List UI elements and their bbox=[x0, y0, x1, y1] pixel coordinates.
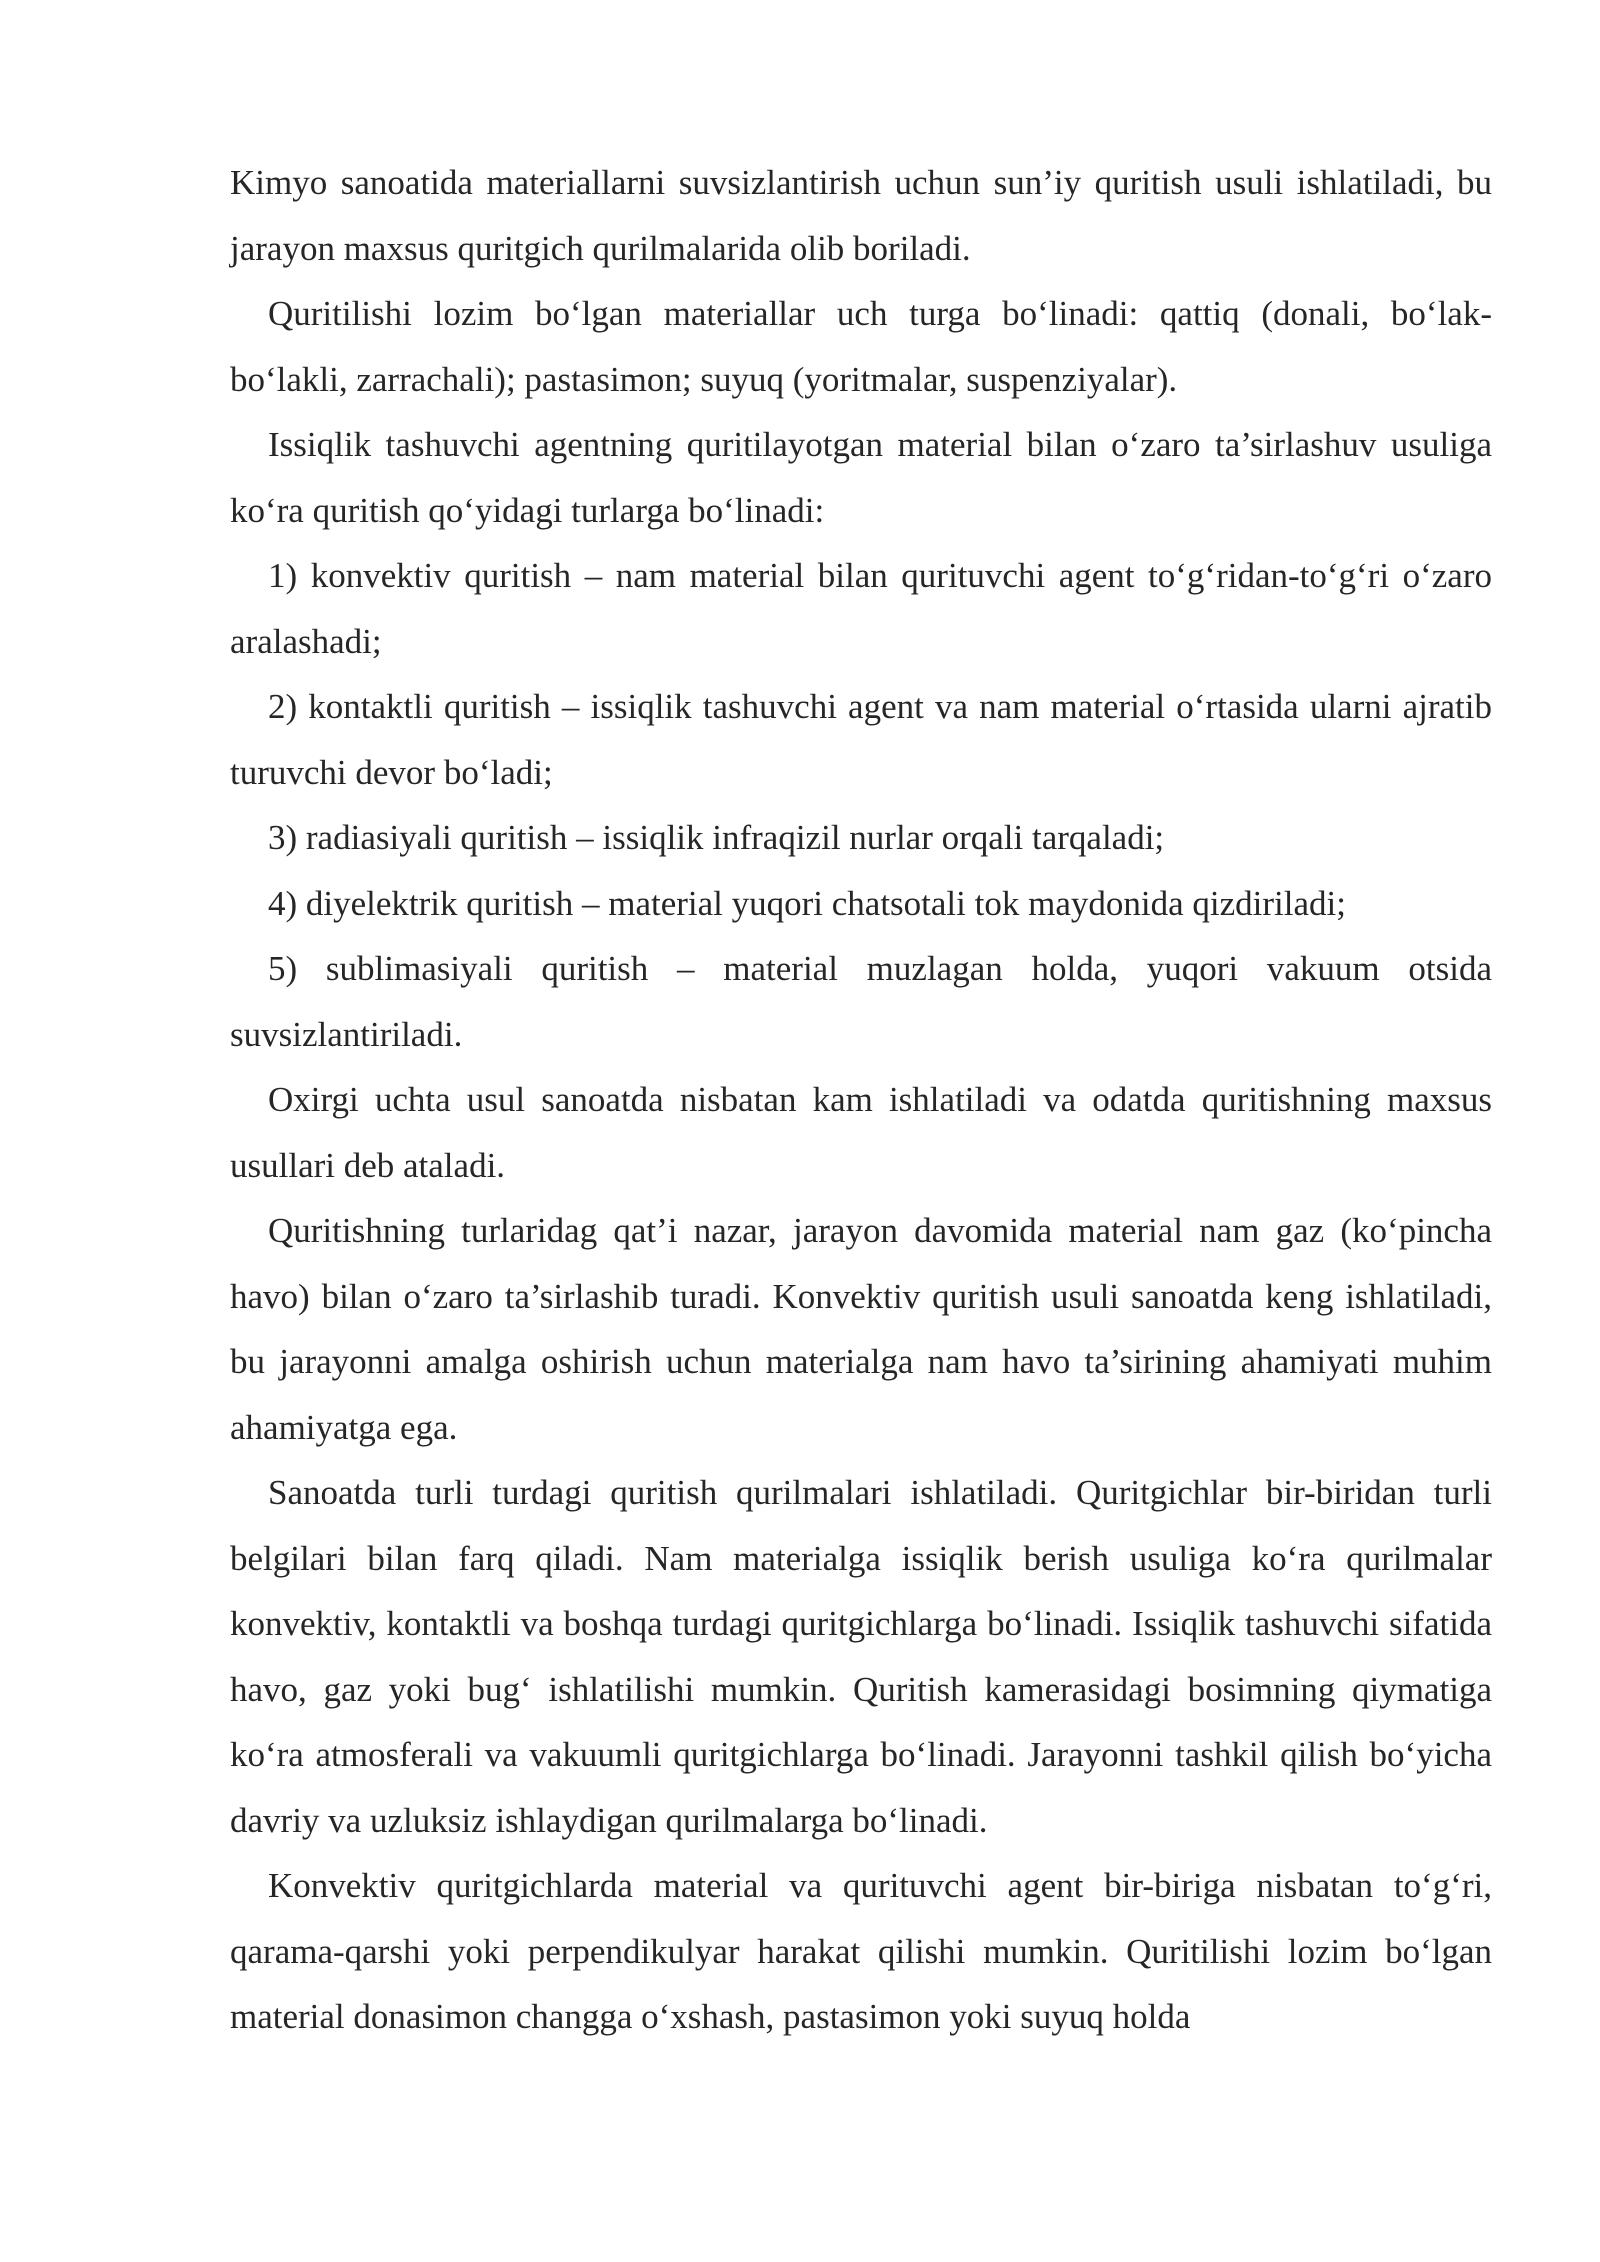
paragraph-convective-dryers: Konvektiv quritgichlarda material va qurituvchi agent bir-biriga nisbatan to‘g‘ri, qarama-qarshi yoki perpendikulyar harakat qilishi mumkin. Quritilishi lozim bo‘lgan material donasimon changga o‘xshash, pastasimon yoki suyuq holda bbox=[230, 1866, 1492, 2036]
paragraph-special-methods: Oxirgi uchta usul sanoatda nisbatan kam ishlatiladi va odatda quritishning maxsus usullari deb ataladi. bbox=[230, 1080, 1492, 1185]
paragraph-gas-interaction: Quritishning turlaridag qat’i nazar, jarayon davomida material nam gaz (ko‘pincha havo) bilan o‘zaro ta’sirlashib turadi. Konvektiv quritish usuli sanoatda keng ishlatiladi, bu jarayonni amalga oshirish uchun materialga nam havo ta’sirining ahamiyati muhim ahamiyatga ega. bbox=[230, 1211, 1492, 1447]
list-item-sublimation: 5) sublimasiyali quritish – material muzlagan holda, yuqori vakuum otsida suvsizlantiriladi. bbox=[230, 949, 1492, 1054]
paragraph-material-types: Quritilishi lozim bo‘lgan materiallar uch turga bo‘linadi: qattiq (donali, bo‘lak-bo‘lakli, zarrachali); pastasimon; suyuq (yoritmalar, suspenziyalar). bbox=[230, 294, 1492, 399]
paragraph-dryer-classification: Sanoatda turli turdagi quritish qurilmalari ishlatiladi. Quritgichlar bir-biridan turli belgilari bilan farq qiladi. Nam materialga issiqlik berish usuliga ko‘ra qurilmalar konvektiv, kontaktli va boshqa turdagi quritgichlarga bo‘linadi. Issiqlik tashuvchi sifatida havo, gaz yoki bug‘ ishlatilishi mumkin. Quritish kamerasidagi bosimning qiymatiga ko‘ra atmosferali va vakuumli quritgichlarga bo‘linadi. Jarayonni tashkil qilish bo‘yicha davriy va uzluksiz ishlaydigan qurilmalarga bo‘linadi. bbox=[230, 1473, 1492, 1840]
paragraph-drying-methods-intro: Issiqlik tashuvchi agentning quritilayotgan material bilan o‘zaro ta’sirlashuv usuliga ko‘ra quritish qo‘yidagi turlarga bo‘linadi: bbox=[230, 425, 1492, 530]
list-item-contact: 2) kontaktli quritish – issiqlik tashuvchi agent va nam material o‘rtasida ularni ajratib turuvchi devor bo‘ladi; bbox=[230, 687, 1492, 792]
paragraph-intro: Kimyo sanoatida materiallarni suvsizlantirish uchun sun’iy quritish usuli ishlatiladi, bu jarayon maxsus quritgich qurilmalarida olib boriladi. bbox=[230, 163, 1492, 268]
list-item-convective: 1) konvektiv quritish – nam material bilan qurituvchi agent to‘g‘ridan-to‘g‘ri o‘zaro aralashadi; bbox=[230, 556, 1492, 661]
list-item-dielectric: 4) diyelektrik quritish – material yuqori chatsotali tok maydonida qizdiriladi; bbox=[268, 883, 1346, 923]
body-text bbox=[230, 150, 1492, 2050]
list-item-radiation: 3) radiasiyali quritish – issiqlik infraqizil nurlar orqali tarqaladi; bbox=[268, 818, 1165, 857]
